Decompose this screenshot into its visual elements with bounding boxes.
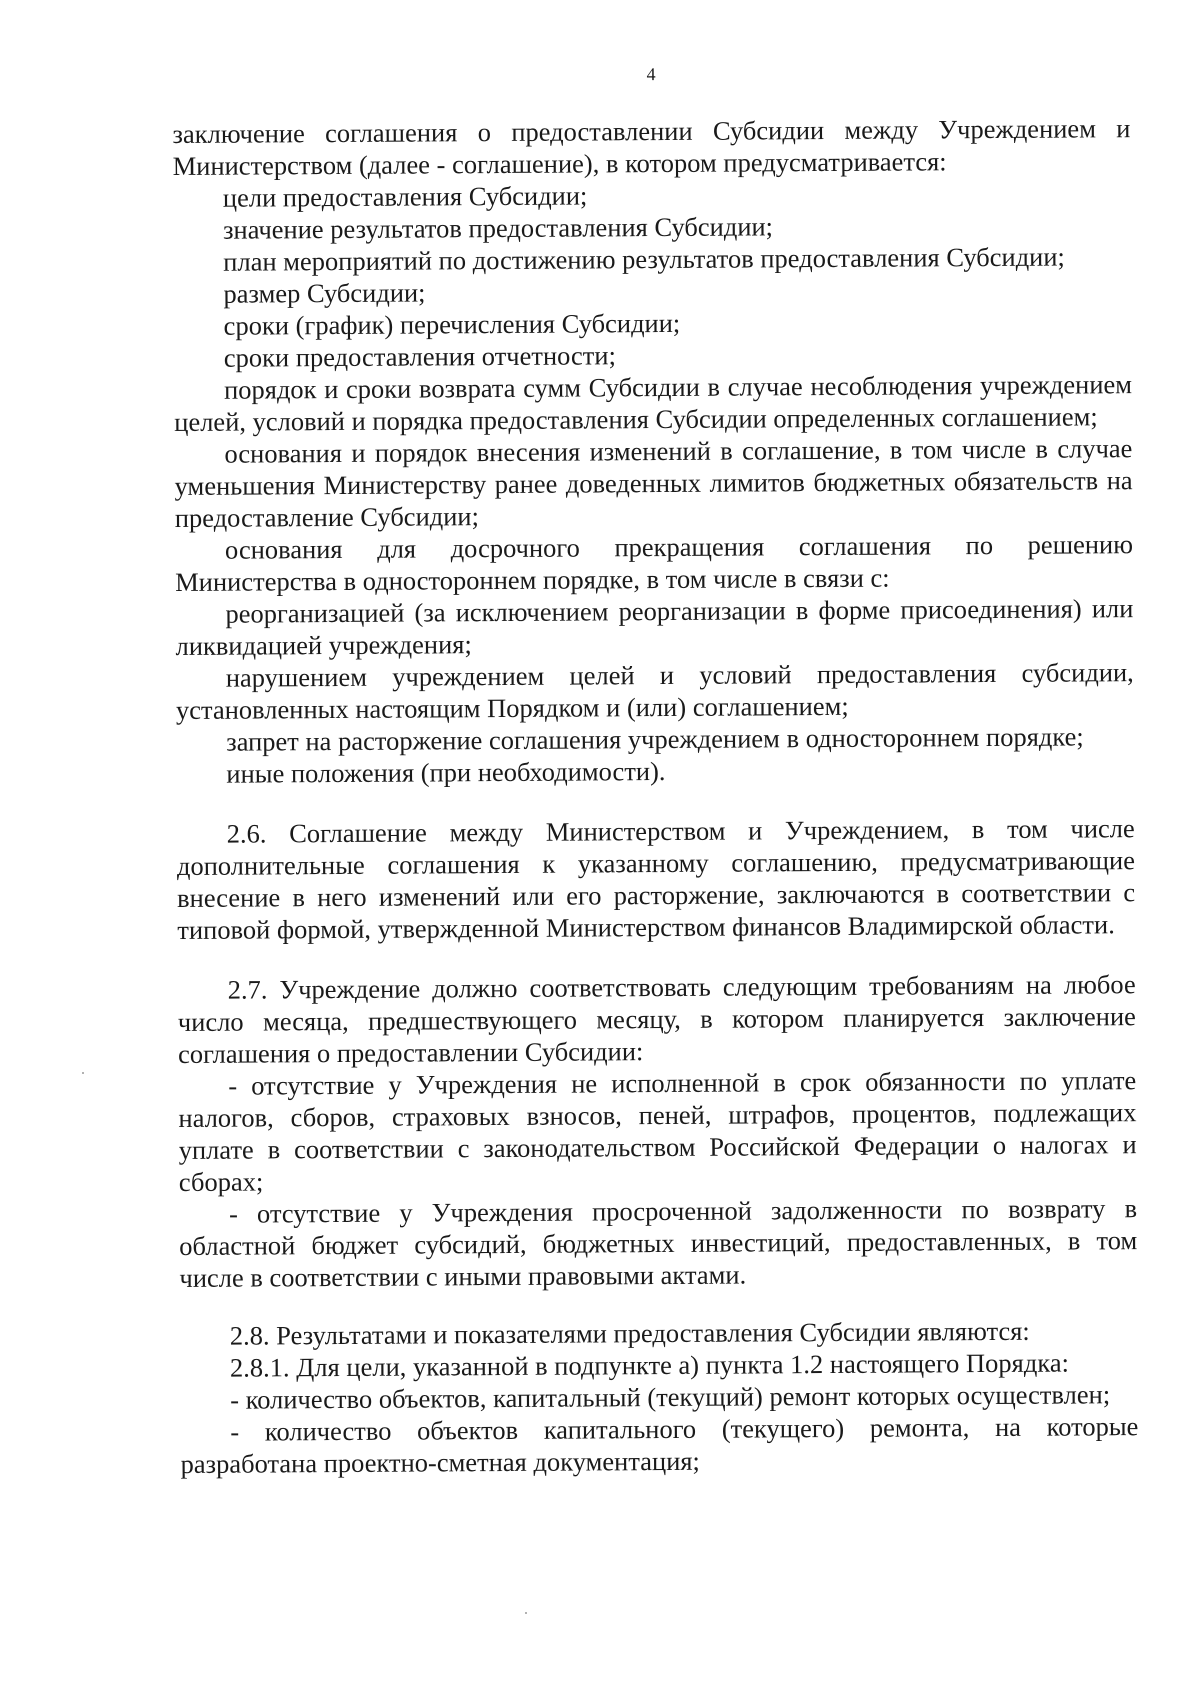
list-item-amendment-grounds: основания и порядок внесения изменений в соглашение, в том числе в случае уменьшения Министерству ранее доведенных лимитов бюджетных обязательств на предоставление Субсидии; [174, 433, 1133, 533]
list-item-reorganization: реорганизацией (за исключением реорганизации в форме присоединения) или ликвидацией учреждения; [175, 593, 1134, 661]
clause-2-8-1-repaired-objects: - количество объектов, капитальный (текущий) ремонт которых осуществлен; [230, 1379, 1111, 1415]
list-item-violation: нарушением учреждением целей и условий предоставления субсидии, установленных настоящим Порядком и (или) соглашением; [175, 657, 1134, 725]
list-item-reporting-terms: сроки предоставления отчетности; [223, 340, 616, 373]
page-number: 4 [646, 64, 656, 85]
paragraph-agreement-intro: заключение соглашения о предоставлении Субсидии между Учреждением и Министерством (далее - соглашение), в котором предусматривается: [172, 113, 1131, 181]
list-item-action-plan: план мероприятий по достижению результатов предоставления Субсидии; [223, 241, 1065, 277]
list-item-termination-grounds: основания для досрочного прекращения соглашения по решению Министерства в одностороннем порядке, в том числе в связи с: [175, 529, 1134, 597]
clause-2-7-overdue-debt: - отсутствие у Учреждения просроченной задолженности по возврату в областной бюджет субсидий, бюджетных инвестиций, предоставленных, в том числе в соответствии с иными правовыми актами. [179, 1193, 1138, 1293]
scan-speck [525, 1612, 527, 1614]
list-item-subsidy-size: размер Субсидии; [223, 277, 426, 309]
clause-2-8-1: 2.8.1. Для цели, указанной в подпункте а) пункта 1.2 настоящего Порядка: [229, 1347, 1069, 1383]
clause-2-7: 2.7. Учреждение должно соответствовать следующим требованиям на любое число месяца, предшествующего месяцу, в котором планируется заключение соглашения о предоставлении Субсидии: [177, 969, 1136, 1069]
list-item-transfer-schedule: сроки (график) перечисления Субсидии; [223, 307, 681, 341]
page-content [172, 54, 1139, 1480]
list-item-other-provisions: иные положения (при необходимости). [226, 755, 666, 789]
list-item-goals: цели предоставления Субсидии; [222, 180, 588, 213]
clause-2-6: 2.6. Соглашение между Министерством и Учреждением, в том числе дополнительные соглашения к указанному соглашению, предусматривающие внесение в него изменений или его расторжение, заключаются в соответствии с типовой формой, утвержденной Министерством финансов Владимирской области. [176, 813, 1136, 945]
list-item-termination-ban: запрет на расторжение соглашения учреждением в одностороннем порядке; [226, 721, 1084, 757]
list-item-results-values: значение результатов предоставления Субсидии; [222, 211, 774, 245]
scan-speck [82, 1072, 84, 1074]
clause-2-8-1-design-documentation: - количество объектов капитального (текущего) ремонта, на которые разработана проектно-сметная документация; [180, 1411, 1139, 1479]
list-item-refund-procedure: порядок и сроки возврата сумм Субсидии в случае несоблюдения учреждением целей, условий и порядка предоставления Субсидии определенных соглашением; [174, 369, 1133, 437]
clause-2-8: 2.8. Результатами и показателями предоставления Субсидии являются: [229, 1315, 1030, 1351]
clause-2-7-tax-debt: - отсутствие у Учреждения не исполненной в срок обязанности по уплате налогов, сборов, страховых взносов, пеней, штрафов, процентов, подлежащих уплате в соответствии с законодательством Российской Федерации о налогах и сборах; [178, 1065, 1137, 1197]
